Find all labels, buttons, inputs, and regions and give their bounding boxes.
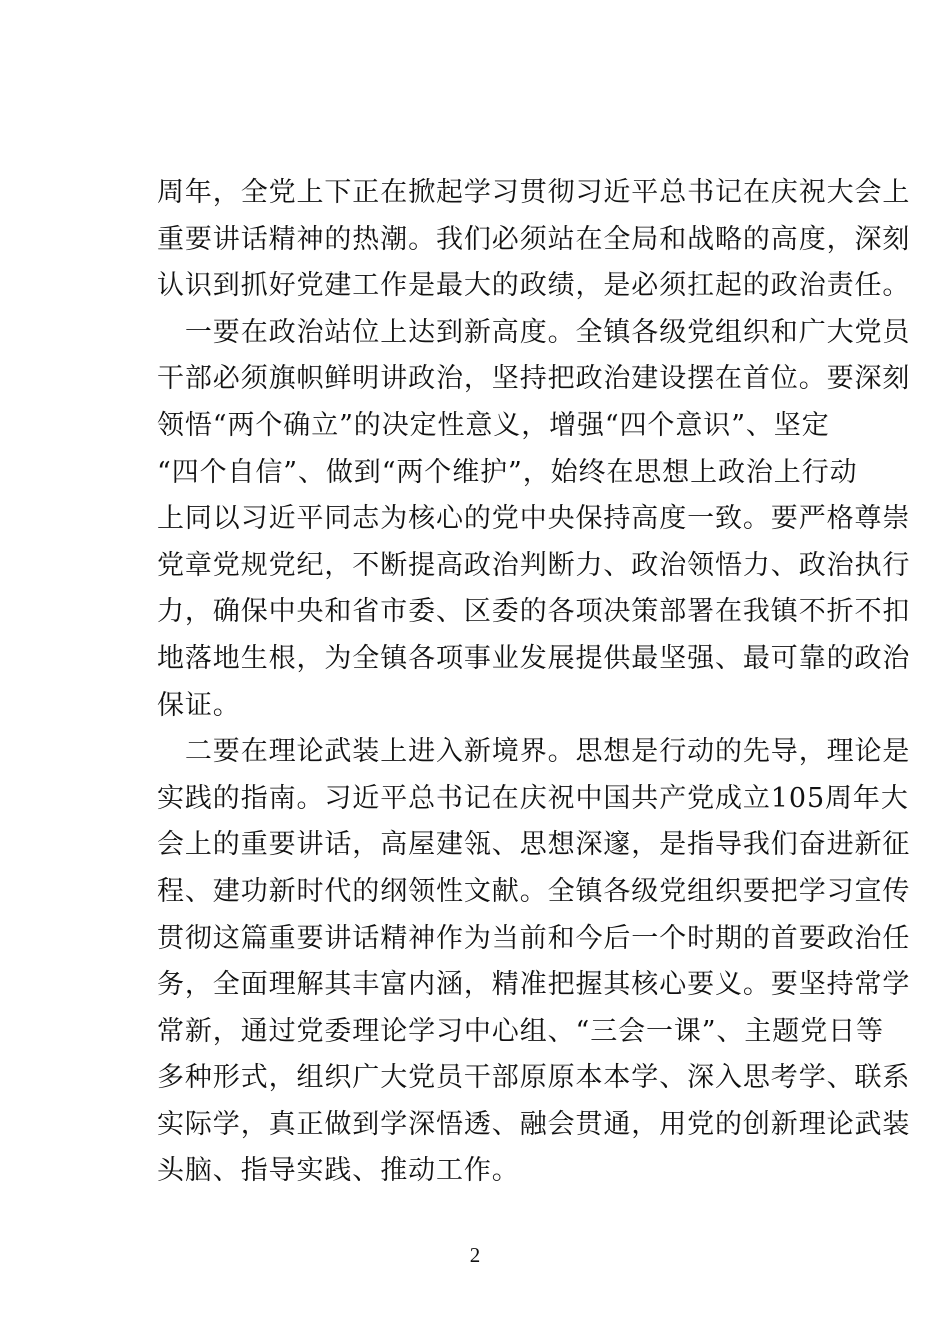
text-line: 周年，全党上下正在掀起学习贯彻习近平总书记在庆祝大会上 [157, 177, 911, 208]
text-line: 上同以习近平同志为核心的党中央保持高度一致。要严格尊崇 [157, 503, 911, 535]
text-line: 实际学，真正做到学深悟透、融会贯通，用党的创新理论武装 [157, 1108, 911, 1140]
text-line: 地落地生根，为全镇各项事业发展提供最坚强、最可靠的政治 [157, 642, 911, 674]
text-line: 重要讲话精神的热潮。我们必须站在全局和战略的高度，深刻 [157, 223, 911, 255]
text-line: 保证。 [157, 689, 241, 721]
page-number: 2 [469, 1243, 481, 1267]
text-line: 会上的重要讲话，高屋建瓴、思想深邃，是指导我们奋进新征 [157, 829, 911, 861]
text-line: 常新，通过党委理论学习中心组、“三会一课”、主题党日等 [157, 1015, 884, 1047]
text-line: 头脑、指导实践、推动工作。 [157, 1155, 520, 1187]
text-line: 贯彻这篇重要讲话精神作为当前和今后一个时期的首要政治任 [157, 922, 911, 954]
text-line: 领悟“两个确立”的决定性意义，增强“四个意识”、坚定 [157, 409, 830, 441]
paragraph-heading-line: 二要在理论武装上进入新境界。思想是行动的先导，理论是 [157, 736, 911, 768]
text-line: 务，全面理解其丰富内涵，精准把握其核心要义。要坚持常学 [157, 969, 911, 1001]
text-line: 党章党规党纪，不断提高政治判断力、政治领悟力、政治执行 [157, 549, 911, 581]
text-line: 干部必须旗帜鲜明讲政治，坚持把政治建设摆在首位。要深刻 [157, 363, 911, 395]
text-line: “四个自信”、做到“两个维护”，始终在思想上政治上行动 [157, 456, 858, 488]
text-line: 认识到抓好党建工作是最大的政绩，是必须扛起的政治责任。 [157, 270, 911, 302]
text-line: 实践的指南。习近平总书记在庆祝中国共产党成立105周年大 [157, 782, 909, 814]
document-body [157, 170, 911, 1195]
paragraph-heading-line: 一要在政治站位上达到新高度。全镇各级党组织和广大党员 [157, 316, 911, 348]
text-line: 多种形式，组织广大党员干部原原本本学、深入思考学、联系 [157, 1062, 911, 1094]
text-line: 力，确保中央和省市委、区委的各项决策部署在我镇不折不扣 [157, 596, 911, 628]
text-line: 程、建功新时代的纲领性文献。全镇各级党组织要把学习宣传 [157, 875, 911, 907]
